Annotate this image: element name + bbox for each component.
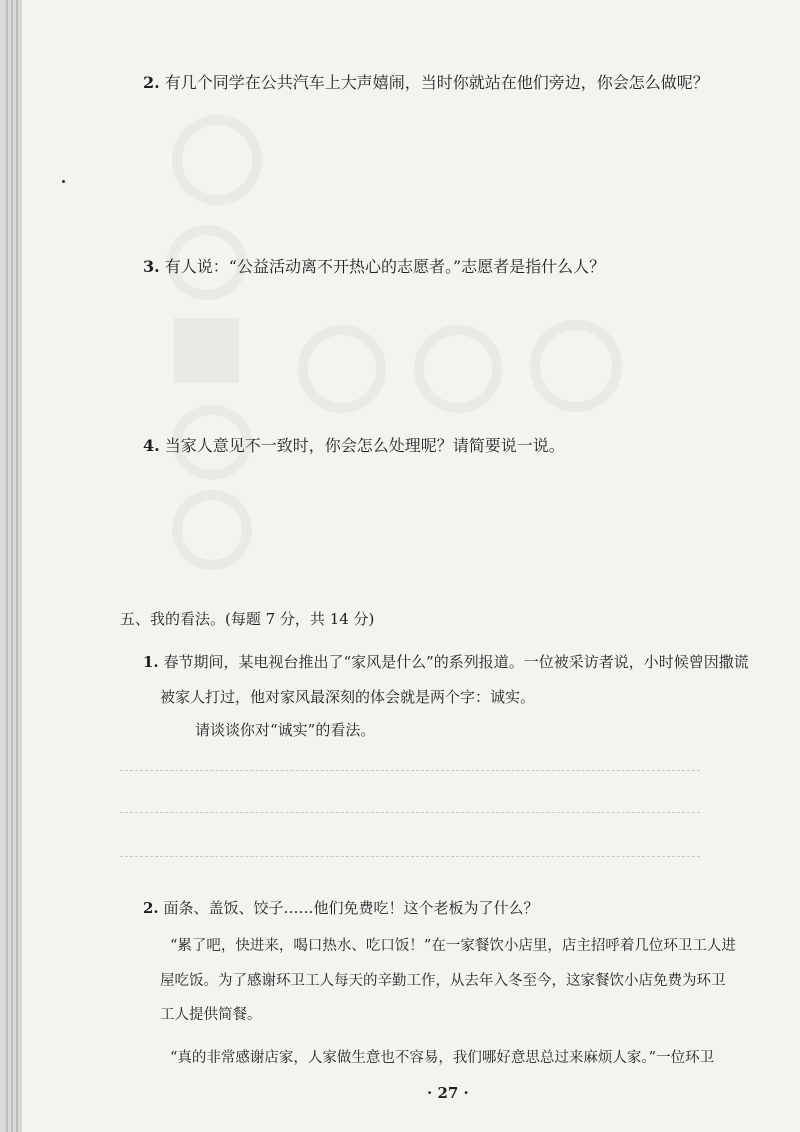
speck	[62, 180, 65, 183]
section5-question-1-line-2: 被家人打过，他对家风最深刻的体会就是两个字：诚实。	[160, 688, 536, 706]
page-stack-edge	[11, 0, 13, 1132]
section5-question-2-line-1: 2. 面条、盖饭、饺子……他们免费吃！这个老板为了什么？	[143, 899, 539, 917]
section5-question-2-line-5: “真的非常感谢店家，人家做生意也不容易，我们哪好意思总过来麻烦人家。”一位环卫	[170, 1050, 715, 1066]
section5-question-2-line-3: 屋吃饭。为了感谢环卫工人每天的辛勤工作，从去年入冬至今，这家餐饮小店免费为环卫	[160, 973, 726, 989]
question-4-section4: 4. 当家人意见不一致时，你会怎么处理呢？请简要说一说。	[143, 436, 565, 455]
page-number: · 27 ·	[427, 1084, 469, 1102]
bleed-through-circle	[298, 325, 386, 413]
bleed-through-circle	[414, 325, 502, 413]
answer-line[interactable]	[120, 812, 700, 813]
page-stack-edge	[16, 0, 18, 1132]
bleed-through-square	[174, 318, 239, 383]
section5-question-1-prompt: 请谈谈你对“诚实”的看法。	[195, 721, 376, 739]
question-3-section4: 3. 有人说：“公益活动离不开热心的志愿者。”志愿者是指什么人？	[143, 257, 606, 276]
bleed-through-circle	[172, 490, 252, 570]
bleed-through-circle	[172, 115, 262, 205]
worksheet-page	[22, 0, 800, 1132]
question-2-section4: 2. 有几个同学在公共汽车上大声嬉闹，当时你就站在他们旁边，你会怎么做呢？	[143, 73, 709, 92]
section5-question-2-line-4: 工人提供简餐。	[160, 1007, 262, 1023]
section-heading: 五、我的看法。(每题 7 分，共 14 分)	[120, 610, 375, 628]
section5-question-2-line-2: “累了吧，快进来，喝口热水、吃口饭！”在一家餐饮小店里，店主招呼着几位环卫工人进	[170, 938, 736, 954]
bleed-through-circle	[530, 320, 622, 412]
answer-line[interactable]	[120, 856, 700, 857]
section5-question-1-line-1: 1. 春节期间，某电视台推出了“家风是什么”的系列报道。一位被采访者说，小时候曾因撒谎	[143, 653, 749, 671]
answer-line[interactable]	[120, 770, 700, 771]
page-stack-edge	[6, 0, 8, 1132]
